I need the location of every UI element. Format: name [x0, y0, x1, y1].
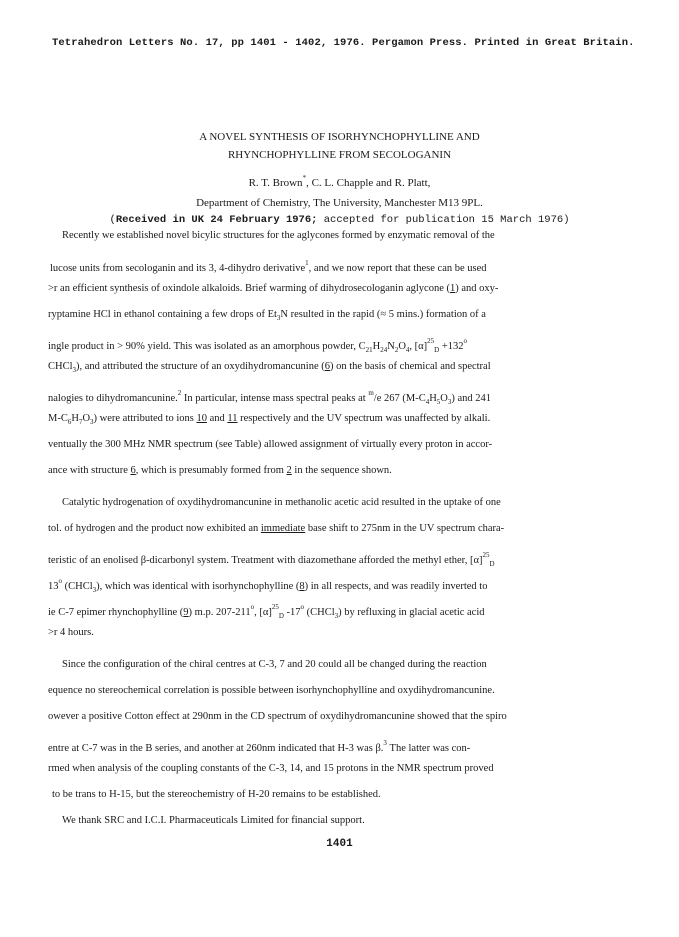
- article-title-line-1: A NOVEL SYNTHESIS OF ISORHYNCHOPHYLLINE AND: [199, 131, 480, 143]
- para1-line-9: ventually the 300 MHz NMR spectrum (see Table) allowed assignment of virtually every proton in accor-: [48, 439, 493, 450]
- affiliation: Department of Chemistry, The University, Manchester M13 9PL.: [196, 197, 483, 209]
- para2-line-4: 13$^o$ (CHCl$_3$), which was identical with isorhynchophylline (8) in all respects, and was readily inverted to: [48, 577, 488, 594]
- para1-line-5: ingle product in > 90% yield. This was isolated as an amorphous powder, $C_{21}H_{24}N_2O_4$, $[\alpha]^{25}_D +132^o$: [48, 337, 468, 354]
- para1-line-6: CHCl$_3$), and attributed the structure of an oxydihydromancunine (6) on the basis of chemical and spectral: [48, 361, 491, 374]
- para3-line-4: entre at C-7 was in the B series, and another at 260nm indicated that H-3 was β.$^3$ The latter was con-: [48, 739, 471, 754]
- corresponding-author-mark: *: [302, 174, 307, 182]
- para3-line-1: Since the configuration of the chiral centres at C-3, 7 and 20 could all be changed during the reaction: [62, 659, 487, 670]
- para1-line-10: ance with structure 6, which is presumably formed from 2 in the sequence shown.: [48, 465, 392, 476]
- para1-line-7: nalogies to dihydromancunine.$^2$ In particular, intense mass spectral peaks at $^m$/e 267 $(M-C_4H_5O_3)$ and 241: [48, 389, 492, 406]
- para1-line-1: Recently we established novel bicylic structures for the aglycones formed by enzymatic removal of the: [62, 230, 495, 241]
- para2-line-6: >r 4 hours.: [48, 627, 94, 638]
- para3-line-3: owever a positive Cotton effect at 290nm in the CD spectrum of oxydihydromancunine showed that the spiro: [48, 711, 507, 722]
- acknowledgement: We thank SRC and I.C.I. Pharmaceuticals Limited for financial support.: [62, 815, 365, 826]
- page-number: 1401: [326, 838, 353, 850]
- article-title-line-2: RHYNCHOPHYLLINE FROM SECOLOGANIN: [227, 149, 452, 161]
- received-dates: (Received in UK 24 February 1976; accepted for publication 15 March 1976): [109, 214, 570, 226]
- author-1: R. T. Brown: [248, 177, 303, 189]
- para1-line-3: >r an efficient synthesis of oxindole alkaloids. Brief warming of dihydrosecologanin aglycone (1) and oxy-: [48, 283, 499, 294]
- author-rest: , C. L. Chapple and R. Platt,: [306, 177, 431, 189]
- para3-line-2: equence no stereochemical correlation is possible between isorhynchophylline and oxydihydromancunine.: [48, 685, 495, 696]
- para2-line-2: tol. of hydrogen and the product now exhibited an immediate base shift to 275nm in the UV spectrum chara-: [48, 523, 505, 534]
- received-label: Received in UK 24 February 1976;: [115, 214, 318, 226]
- para2-line-1: Catalytic hydrogenation of oxydihydromancunine in methanolic acetic acid resulted in the uptake of one: [62, 497, 501, 508]
- para1-line-2: lucose units from secologanin and its 3, 4-dihydro derivative$^1$, and we now report that these can be used: [50, 259, 487, 274]
- para3-line-5: rmed when analysis of the coupling constants of the C-3, 14, and 15 protons in the NMR spectrum proved: [48, 763, 494, 774]
- journal-header: Tetrahedron Letters No. 17, pp 1401 - 1402, 1976. Pergamon Press. Printed in Great Britain.: [52, 37, 635, 49]
- para1-line-4: ryptamine HCl in ethanol containing a few drops of $Et_3N$ resulted in the rapid (≈ 5 mins.) formation of a: [48, 309, 486, 322]
- para3-line-6: to be trans to H-15, but the stereochemistry of H-20 remains to be established.: [52, 789, 381, 800]
- para2-line-3: teristic of an enolised β-dicarbonyl system. Treatment with diazomethane afforded the methyl ether, $[\alpha]^{25}_D$: [48, 551, 495, 568]
- para2-line-5: ie C-7 epimer rhynchophylline (9) m.p. 207-211$^o$, $[\alpha]^{25}_D$ -17$^o$ (CHCl$_3$) by refluxing in glacial acetic acid: [48, 603, 485, 620]
- accepted-label: accepted for publication 15 March 1976): [317, 214, 570, 226]
- author-list: [0, 174, 679, 189]
- para1-line-8: $M-C_6H_7O_3$) were attributed to ions 10 and 11 respectively and the UV spectrum was unaffected by alkali.: [48, 413, 491, 426]
